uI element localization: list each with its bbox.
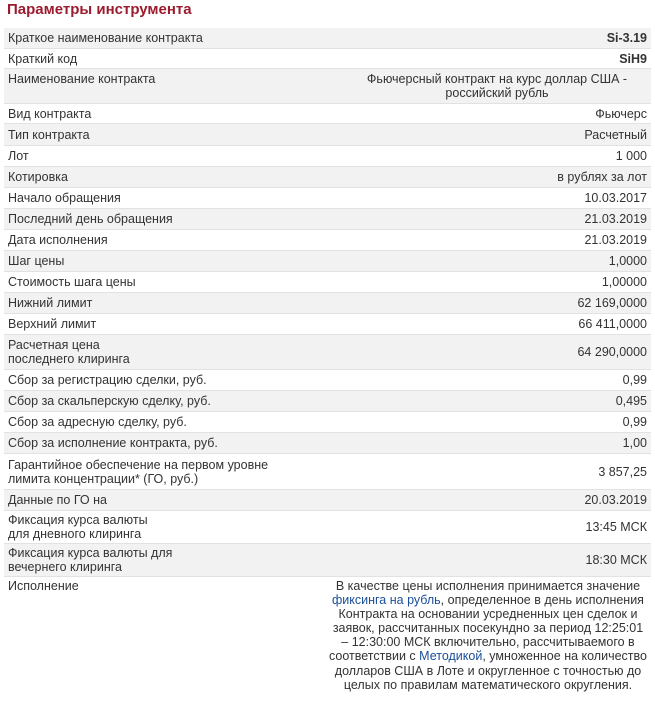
row-label: Сбор за скальперскую сделку, руб.	[8, 394, 211, 408]
table-row	[4, 433, 651, 454]
fixing-link[interactable]: фиксинга на рубль	[332, 593, 441, 608]
row-value: SiH9	[619, 51, 647, 66]
row-value: 1 000	[615, 149, 647, 163]
table-row	[4, 230, 651, 251]
row-label: Тип контракта	[8, 127, 90, 142]
table-row	[4, 412, 651, 433]
row-label: Сбор за регистрацию сделки, руб.	[8, 373, 207, 387]
row-value: 13:45 МСК	[585, 520, 647, 534]
row-label: Данные по ГО на	[8, 493, 107, 507]
row-value: 1,00000	[601, 275, 647, 289]
execution-text: , умноженное на количество долларов США в Лоте и округленное с точностью до целых по правилам математического округления.	[334, 649, 647, 692]
table-row	[4, 272, 651, 293]
table-row	[4, 293, 651, 314]
row-value: 62 169,0000	[577, 296, 647, 310]
table-row	[4, 167, 651, 188]
row-value: 21.03.2019	[584, 233, 647, 247]
table-row	[4, 251, 651, 272]
table-row	[4, 370, 651, 391]
row-label: Дата исполнения	[8, 233, 108, 247]
row-label: Фиксация курса валюты для вечернего клиринга	[8, 546, 173, 574]
table-row	[4, 188, 651, 209]
execution-text: В качестве цены исполнения принимается значение	[335, 579, 641, 593]
row-label: Расчетная цена последнего клиринга	[8, 338, 130, 366]
methodology-link[interactable]: Методикой	[419, 649, 483, 664]
row-label: Стоимость шага цены	[8, 275, 136, 289]
row-value: Si-3.19	[606, 31, 647, 45]
row-value: 1,0000	[608, 254, 647, 268]
row-label: Нижний лимит	[8, 296, 93, 310]
row-value: 10.03.2017	[584, 191, 647, 205]
table-row	[4, 511, 651, 544]
row-label: Краткое наименование контракта	[8, 31, 203, 45]
row-value: Фьючерс	[595, 106, 647, 121]
table-row-execution	[4, 577, 651, 692]
table-row	[4, 454, 651, 490]
row-value: 1,00	[622, 436, 647, 450]
table-row	[4, 28, 651, 49]
table-row	[4, 490, 651, 511]
row-value: Расчетный	[584, 127, 647, 142]
table-row	[4, 544, 651, 577]
page-title: Параметры инструмента	[7, 1, 192, 18]
row-value: 3 857,25	[598, 464, 647, 479]
row-value: 64 290,0000	[577, 345, 647, 359]
row-label: Последний день обращения	[8, 212, 173, 226]
row-label: Фиксация курса валюты для дневного клиринга	[8, 513, 148, 541]
row-label: Вид контракта	[8, 106, 92, 121]
table-row	[4, 124, 651, 146]
table-row	[4, 69, 651, 104]
row-label: Лот	[8, 149, 29, 163]
row-value: 21.03.2019	[584, 212, 647, 226]
row-value: в рублях за лот	[557, 170, 647, 184]
row-label: Сбор за исполнение контракта, руб.	[8, 436, 218, 450]
row-label: Верхний лимит	[8, 317, 97, 331]
table-row	[4, 314, 651, 335]
row-value: 18:30 МСК	[585, 553, 647, 567]
row-label: Котировка	[8, 170, 68, 184]
row-label: Исполнение	[8, 579, 79, 593]
row-label: Наименование контракта	[8, 72, 156, 86]
table-row	[4, 391, 651, 412]
table-row	[4, 49, 651, 69]
table-row	[4, 104, 651, 124]
row-label: Шаг цены	[8, 254, 65, 268]
row-value: 66 411,0000	[578, 317, 647, 331]
row-value: 20.03.2019	[584, 493, 647, 507]
row-value: 0,99	[622, 373, 647, 387]
row-label: Сбор за адресную сделку, руб.	[8, 415, 187, 429]
row-value: Фьючерсный контракт на курс доллар США - российский рубль	[366, 72, 628, 100]
row-value: 0,99	[622, 415, 647, 429]
row-label: Гарантийное обеспечение на первом уровне лимита концентрации* (ГО, руб.)	[8, 457, 269, 486]
execution-description	[329, 579, 647, 692]
execution-text: , определенное в день исполнения Контракта на основании усредненных цен сделок и заявок, рассчитанных посекундно за период 12:25:01 – 12:30:00 МСК включительно, рассчитываемого в соответствии с	[329, 593, 644, 664]
table-row	[4, 335, 651, 370]
row-label: Начало обращения	[8, 191, 121, 205]
table-row	[4, 146, 651, 167]
table-row	[4, 209, 651, 230]
parameters-table	[4, 28, 651, 692]
row-value: 0,495	[615, 394, 647, 408]
row-label: Краткий код	[8, 51, 78, 66]
